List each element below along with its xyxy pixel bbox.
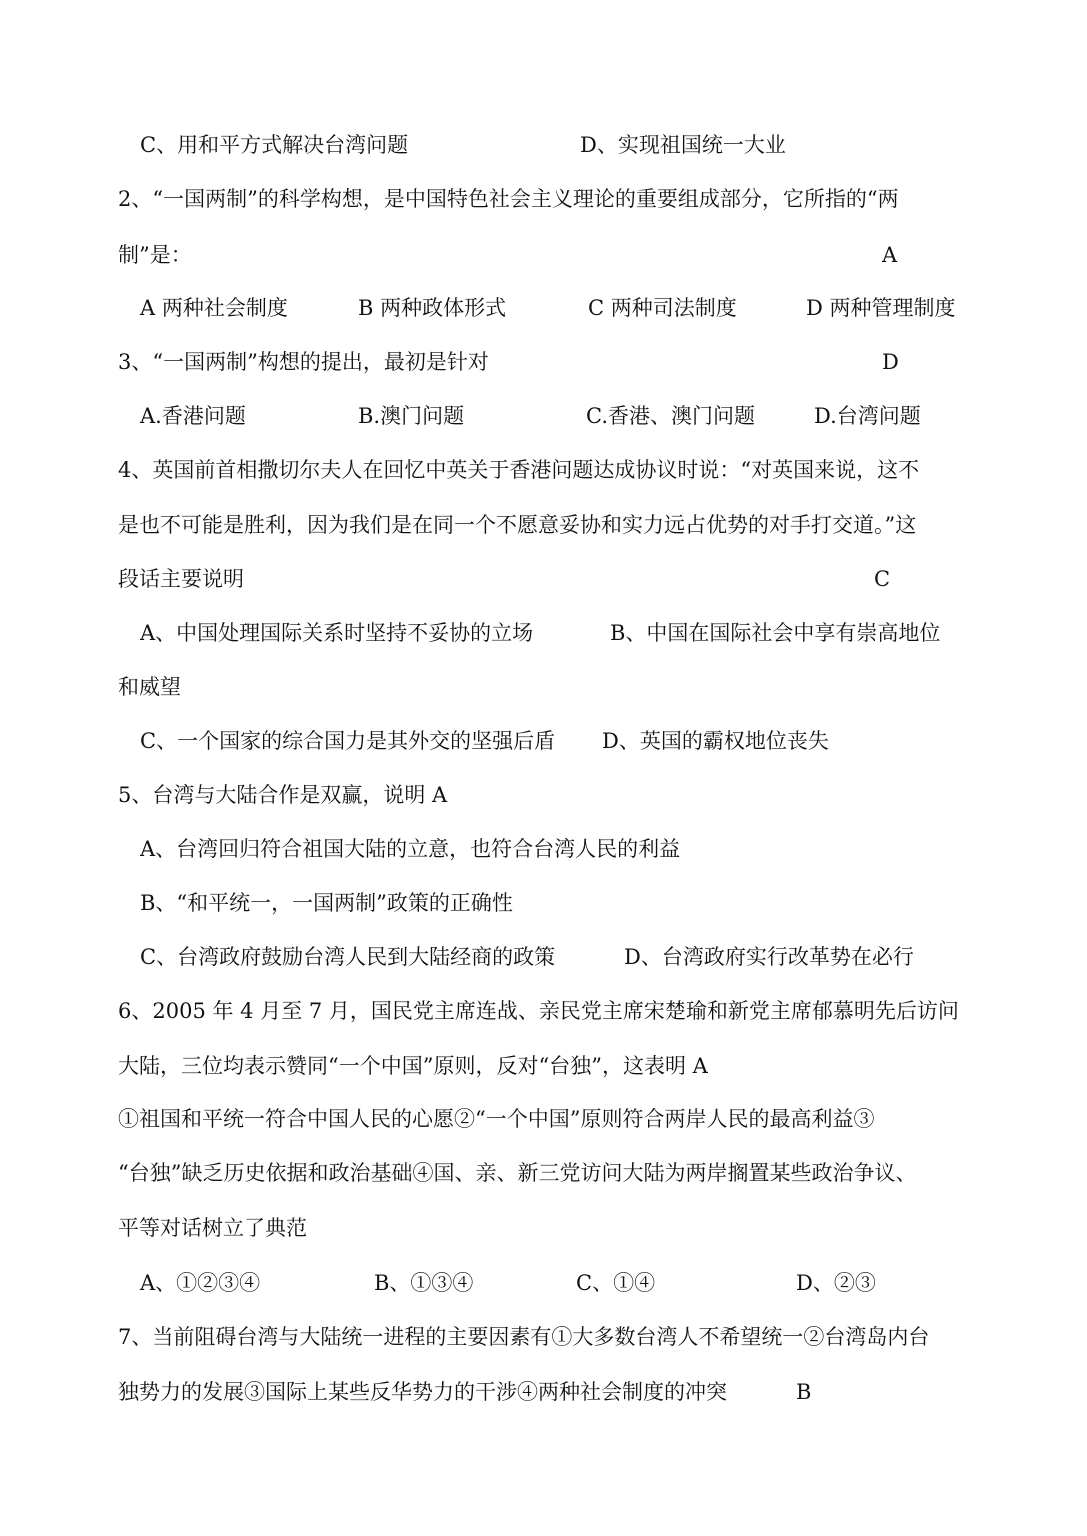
- q2-option-a: A 两种社会制度: [140, 296, 288, 320]
- q4-option-b-continued: 和威望: [118, 675, 181, 699]
- q2-answer: A: [882, 243, 898, 267]
- q4-option-a: A、中国处理国际关系时坚持不妥协的立场: [140, 621, 534, 645]
- q5-stem-line1: 5、台湾与大陆合作是双赢，说明 A: [118, 783, 448, 807]
- q6-option-a: A、①②③④: [140, 1271, 261, 1295]
- q6-option-c: C、①④: [576, 1271, 656, 1295]
- q5-option-b: B、“和平统一，一国两制”政策的正确性: [140, 891, 513, 915]
- q3-stem-line1: 3、“一国两制”构想的提出，最初是针对: [118, 350, 489, 374]
- q4-option-c: C、一个国家的综合国力是其外交的坚强后盾: [140, 729, 556, 753]
- q6-option-d: D、②③: [796, 1271, 876, 1295]
- q4-stem-line2: 是也不可能是胜利，因为我们是在同一个不愿意妥协和实力远占优势的对手打交道。”这: [118, 513, 917, 537]
- q5-option-a: A、台湾回归符合祖国大陆的立意，也符合台湾人民的利益: [140, 837, 681, 861]
- q1-option-d: D、实现祖国统一大业: [580, 133, 786, 157]
- q6-option-b: B、①③④: [374, 1271, 474, 1295]
- q6-stem-line1: 6、2005 年 4 月至 7 月，国民党主席连战、亲民党主席宋楚瑜和新党主席郁慕明先后访问: [118, 999, 959, 1023]
- q2-option-c: C 两种司法制度: [588, 296, 737, 320]
- q4-option-d: D、英国的霸权地位丧失: [602, 729, 829, 753]
- q3-option-b: B.澳门问题: [358, 404, 465, 428]
- q7-answer: B: [796, 1380, 812, 1404]
- q3-option-c: C.香港、澳门问题: [586, 404, 755, 428]
- q4-stem-line3: 段话主要说明: [118, 567, 244, 591]
- q6-stem-line3: ①祖国和平统一符合中国人民的心愿②“一个中国”原则符合两岸人民的最高利益③: [118, 1107, 875, 1131]
- q2-option-d: D 两种管理制度: [806, 296, 956, 320]
- q5-option-d: D、台湾政府实行改革势在必行: [624, 945, 914, 969]
- q1-option-c: C、用和平方式解决台湾问题: [140, 133, 409, 157]
- q3-option-a: A.香港问题: [140, 404, 246, 428]
- q7-stem-line2: 独势力的发展③国际上某些反华势力的干涉④两种社会制度的冲突: [118, 1380, 727, 1404]
- q6-stem-line4: “台独”缺乏历史依据和政治基础④国、亲、新三党访问大陆为两岸搁置某些政治争议、: [118, 1161, 917, 1185]
- q3-answer: D: [882, 350, 899, 374]
- q4-stem-line1: 4、英国前首相撒切尔夫人在回忆中英关于香港问题达成协议时说：“对英国来说，这不: [118, 458, 920, 482]
- q2-stem-line1: 2、“一国两制”的科学构想，是中国特色社会主义理论的重要组成部分，它所指的“两: [118, 187, 899, 211]
- q2-option-b: B 两种政体形式: [358, 296, 507, 320]
- q6-stem-line5: 平等对话树立了典范: [118, 1216, 307, 1240]
- q5-option-c: C、台湾政府鼓励台湾人民到大陆经商的政策: [140, 945, 556, 969]
- q4-option-b: B、中国在国际社会中享有崇高地位: [610, 621, 941, 645]
- q7-stem-line1: 7、当前阻碍台湾与大陆统一进程的主要因素有①大多数台湾人不希望统一②台湾岛内台: [118, 1325, 930, 1349]
- q6-stem-line2: 大陆，三位均表示赞同“一个中国”原则，反对“台独”，这表明 A: [118, 1054, 708, 1078]
- q4-answer: C: [874, 567, 891, 591]
- q2-stem-line2: 制”是：: [118, 243, 192, 267]
- q3-option-d: D.台湾问题: [814, 404, 921, 428]
